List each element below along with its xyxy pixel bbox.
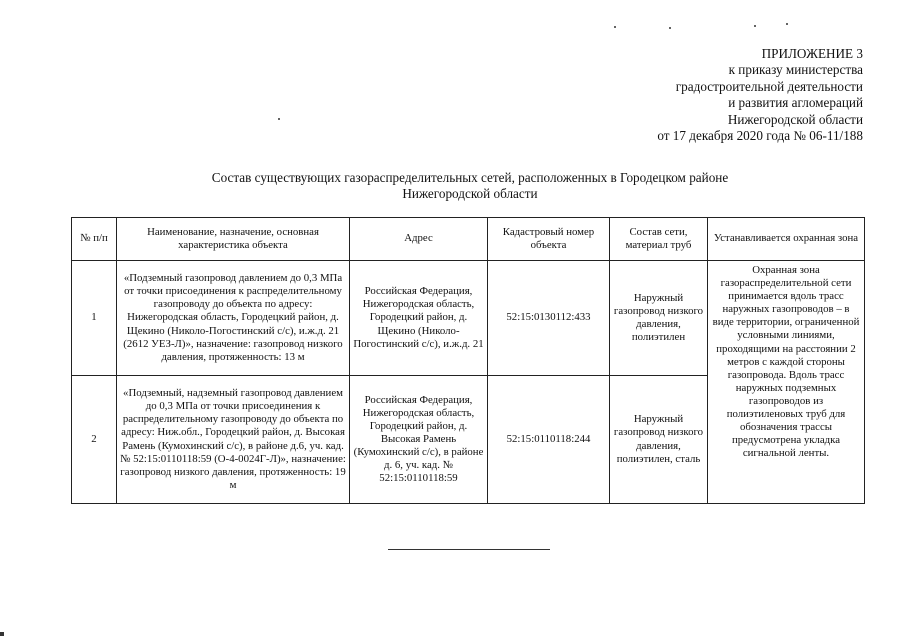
table-header-row xyxy=(72,218,865,261)
appendix-line: градостроительной деятельности xyxy=(675,78,863,94)
row-name: «Подземный газопровод давлением до 0,3 МПа от точки присоединения к распределительному газопроводу до объекта по адресу: Нижегородская область, Городецкий район, д. Щекино (Николо-Погостинский с/с), и.ж.д. 21 (2612 УЕЗ-Л)», назначение: газопровод низкого давления, протяженность: 13 м xyxy=(117,261,350,376)
header-cadastral: Кадастровый номер объекта xyxy=(488,218,610,261)
header-zone: Устанавливается охранная зона xyxy=(708,218,865,261)
row-cadastral: 52:15:0110118:244 xyxy=(488,376,610,504)
row-num: 2 xyxy=(72,376,117,504)
gas-network-table xyxy=(71,217,865,504)
row-cadastral: 52:15:0130112:433 xyxy=(488,261,610,376)
document-title xyxy=(100,170,840,202)
header-num: № п/п xyxy=(72,218,117,261)
separator-line xyxy=(388,549,550,550)
row-network: Наружный газопровод низкого давления, полиэтилен xyxy=(610,261,708,376)
table-row xyxy=(72,261,865,376)
row-num: 1 xyxy=(72,261,117,376)
appendix-line: ПРИЛОЖЕНИЕ 3 xyxy=(761,46,863,61)
header-network: Состав сети, материал труб xyxy=(610,218,708,261)
row-name: «Подземный, надземный газопровод давлением до 0,3 МПа от точки присоединения к распределительному газопроводу до объекта по адресу: Ниж.обл., Городецкий район, д. Высокая Рамень (Кумохинский с/с), в районе д.6, уч. кад.№ 52:15:0110118:59 (О-4-0024Г-Л)», назначение: газопровод низкого давления, протяженность: 19 м xyxy=(117,376,350,504)
header-name: Наименование, назначение, основная характеристика объекта xyxy=(117,218,350,261)
row-network: Наружный газопровод низкого давления, полиэтилен, сталь xyxy=(610,376,708,504)
appendix-line: и развития агломераций xyxy=(728,95,863,111)
protection-zone-cell: Охранная зона газораспределительной сети принимается вдоль трасс наружных газопроводов – в виде территории, ограниченной условными линиями, проходящими на расстоянии 2 метров с каждой стороны газопровода. Вдоль трасс наружных подземных газопроводов из полиэтиленовых труб для обозначения трассы предусмотрена укладка сигнальной ленты. xyxy=(708,261,865,504)
appendix-line: к приказу министерства xyxy=(728,62,863,78)
title-line-1: Состав существующих газораспределительных сетей, расположенных в Городецком районе xyxy=(211,170,729,185)
appendix-line: от 17 декабря 2020 года № 06-11/188 xyxy=(657,128,863,144)
row-address: Российская Федерация, Нижегородская область, Городецкий район, д. Щекино (Николо-Погостинский с/с), и.ж.д. 21 xyxy=(350,261,488,376)
scan-edge-mark xyxy=(0,632,4,636)
appendix-line: Нижегородской области xyxy=(727,111,863,127)
header-address: Адрес xyxy=(350,218,488,261)
title-line-2: Нижегородской области xyxy=(402,186,538,201)
row-address: Российская Федерация, Нижегородская область, Городецкий район, д. Высокая Рамень (Кумохинский с/с), в районе д. 6, уч. кад. № 52:15:0110118:59 xyxy=(350,376,488,504)
appendix-header xyxy=(657,46,863,144)
